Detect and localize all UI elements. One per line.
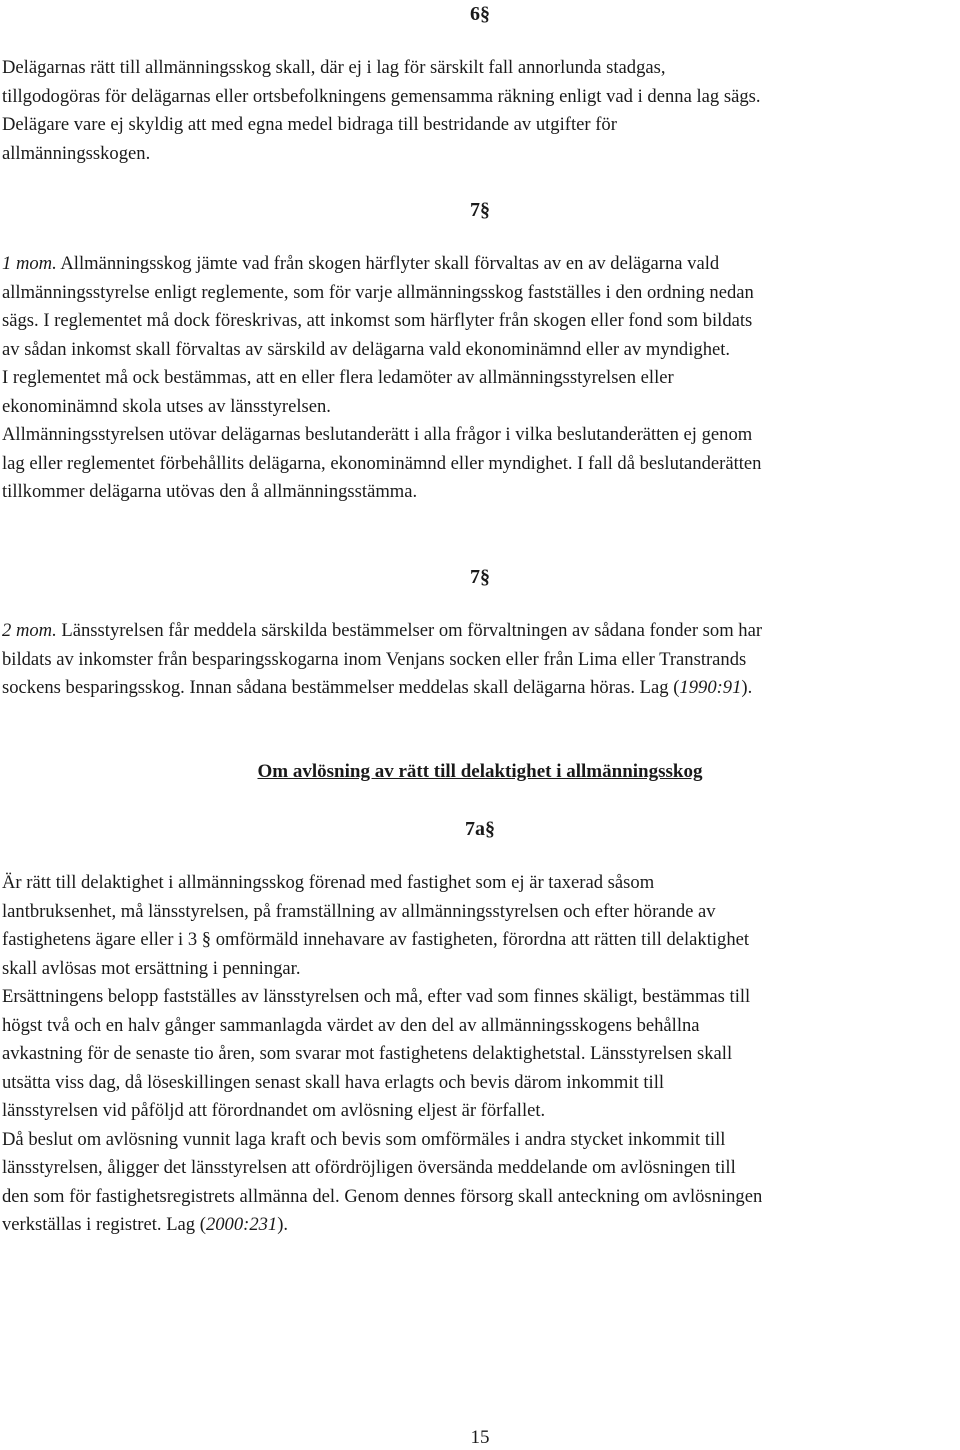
text-line: Då beslut om avlösning vunnit laga kraft och bevis som omförmäles i andra stycket inkommit till xyxy=(2,1128,726,1150)
text-line: lantbruksenhet, må länsstyrelsen, på framställning av allmänningsstyrelsen och efter hörande av xyxy=(2,900,716,922)
text-line: tillgodogöras för delägarnas eller ortsbefolkningens gemensamma räkning enligt vad i denna lag sägs. xyxy=(2,85,761,107)
text-fragment: verkställas i registret. Lag ( xyxy=(2,1214,206,1235)
text-line: bildats av inkomster från besparingsskogarna inom Venjans socken eller från Lima eller Transtrands xyxy=(2,648,747,670)
text-line: skall avlösas mot ersättning i penningar. xyxy=(2,957,301,979)
text-line: avkastning för de senaste tio åren, som svarar mot fastighetens delaktighetstal. Länsstyrelsen skall xyxy=(2,1043,733,1064)
text-fragment: ). xyxy=(277,1214,289,1235)
text-line: Ersättningens belopp fastställes av länsstyrelsen och må, efter vad som finnes skäligt, bestämmas till xyxy=(2,986,751,1007)
text-line xyxy=(2,250,950,279)
law-reference: 1990:91 xyxy=(679,677,742,698)
text-line: Allmänningsstyrelsen utövar delägarnas beslutanderätt i alla frågor i vilka beslutanderätten ej genom xyxy=(2,424,753,445)
law-reference: 2000:231 xyxy=(205,1214,278,1235)
text-line xyxy=(2,1211,950,1240)
text-fragment: ). xyxy=(741,677,753,698)
chapter-heading: Om avlösning av rätt till delaktighet i allmänningsskog xyxy=(257,761,703,782)
mom-label: 2 mom. xyxy=(2,620,57,641)
section-7-mom1-number: 7§ xyxy=(470,199,490,221)
text-line: länsstyrelsen vid påföljd att förordnandet om avlösning eljest är förfallet. xyxy=(2,1100,546,1121)
text-line: länsstyrelsen, åligger det länsstyrelsen att ofördröjligen översända meddelande om avlösningen till xyxy=(2,1157,736,1178)
text-line: allmänningsstyrelse enligt reglemente, som för varje allmänningsskog fastställes i den ordning nedan xyxy=(2,281,754,303)
text-line: tillkommer delägarna utövas den å allmänningsstämma. xyxy=(2,481,418,502)
text-line: sägs. I reglementet må dock föreskrivas, att inkomst som härflyter från skogen eller fond som bildats xyxy=(2,310,753,331)
text-fragment: Länsstyrelsen får meddela särskilda bestämmelser om förvaltningen av sådana fonder som har xyxy=(56,620,763,641)
text-line: I reglementet må ock bestämmas, att en eller flera ledamöter av allmänningsstyrelsen eller xyxy=(2,367,674,388)
section-7-mom2-number: 7§ xyxy=(470,566,490,588)
section-7a-text xyxy=(2,869,950,1240)
page-number: 15 xyxy=(470,1427,490,1448)
text-line: ekonominämnd skola utses av länsstyrelsen. xyxy=(2,395,331,417)
text-line: allmänningsskogen. xyxy=(2,142,151,164)
mom-label: 1 mom. xyxy=(2,253,57,274)
text-fragment: Allmänningsskog jämte vad från skogen härflyter skall förvaltas av en av delägarna vald xyxy=(56,253,720,274)
section-6-number: 6§ xyxy=(470,3,490,25)
text-fragment: sockens besparingsskog. Innan sådana bestämmelser meddelas skall delägarna höras. Lag ( xyxy=(2,677,680,698)
text-line: Delägarnas rätt till allmänningsskog skall, där ej i lag för särskilt fall annorlunda stadgas, xyxy=(2,57,666,78)
section-7-mom1-text xyxy=(2,250,950,507)
text-line xyxy=(2,617,950,646)
text-line: lag eller reglementet förbehållits delägarna, ekonominämnd eller myndighet. I fall då beslutanderätten xyxy=(2,452,762,474)
text-line: av sådan inkomst skall förvaltas av särskild av delägarna vald ekonominämnd eller av myndighet. xyxy=(2,338,731,360)
text-line: den som för fastighetsregistrets allmänna del. Genom dennes försorg skall anteckning om avlösningen xyxy=(2,1185,763,1207)
text-line: högst två och en halv gånger sammanlagda värdet av den del av allmänningsskogens behållna xyxy=(2,1014,700,1036)
text-line: Delägare vare ej skyldig att med egna medel bidraga till bestridande av utgifter för xyxy=(2,114,617,135)
section-7a-number: 7a§ xyxy=(465,818,495,840)
text-line: Är rätt till delaktighet i allmänningsskog förenad med fastighet som ej är taxerad såsom xyxy=(2,872,655,893)
section-6-text xyxy=(2,54,950,168)
text-line: utsätta viss dag, då löseskillingen senast skall hava erlagts och bevis därom inkommit till xyxy=(2,1071,665,1093)
text-line: fastighetens ägare eller i 3 § omförmäld innehavare av fastigheten, förordna att rätten till delaktighet xyxy=(2,929,750,950)
text-line xyxy=(2,674,950,703)
section-7-mom2-text xyxy=(2,617,950,703)
